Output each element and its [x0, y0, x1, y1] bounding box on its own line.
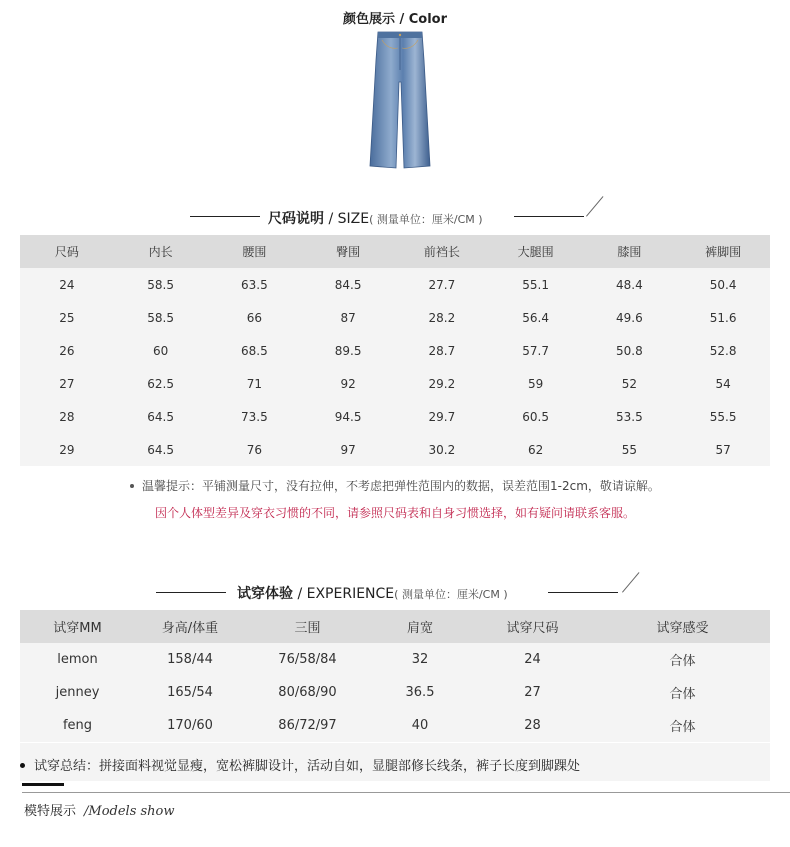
models-heading-divider	[22, 792, 790, 793]
size-cell: 50.8	[616, 343, 643, 358]
size-cell: 54	[715, 376, 731, 391]
experience-cell: feng	[62, 718, 93, 733]
size-cell: 51.6	[709, 310, 737, 325]
experience-header-cell: 三围	[245, 610, 370, 643]
size-heading-en: SIZE	[337, 211, 370, 227]
size-cell: 76	[246, 442, 263, 457]
size-cell: 29	[59, 442, 75, 457]
size-cell: 28.7	[428, 343, 456, 358]
size-cell: 26	[59, 343, 75, 358]
experience-heading-unit: ( 测量单位：厘米/CM )	[394, 588, 508, 601]
size-heading-cn: 尺码说明	[268, 211, 324, 227]
size-header-cell: 前裆长	[395, 235, 489, 268]
size-cell: 28	[59, 409, 75, 424]
color-section-title: 颜色展示 / Color	[342, 12, 448, 27]
experience-table-row	[20, 643, 770, 676]
size-header-cell: 腰围	[208, 235, 302, 268]
size-cell: 63.5	[241, 277, 268, 292]
experience-cell: 32	[411, 652, 429, 667]
experience-heading-sep: /	[293, 586, 307, 602]
experience-cell: 170/60	[167, 718, 213, 733]
experience-cell: 24	[524, 652, 541, 667]
size-cell: 27	[59, 376, 75, 391]
size-heading-slash	[586, 196, 603, 217]
size-table-header-row	[20, 235, 770, 268]
experience-cell: 86/72/97	[278, 718, 337, 733]
size-cell: 55	[621, 442, 638, 457]
size-cell: 29.7	[428, 409, 456, 424]
size-header-cell: 大腿围	[489, 235, 583, 268]
experience-cell: 76/58/84	[278, 652, 337, 667]
experience-heading-right-line	[548, 592, 618, 593]
size-cell: 50.4	[709, 277, 737, 292]
size-header-cell: 内长	[114, 235, 208, 268]
size-cell: 58.5	[147, 277, 174, 292]
experience-header-cell: 试穿感受	[595, 610, 770, 643]
size-advice-note: 因个人体型差异及穿衣习惯的不同，请参照尺码表和自身习惯选择，如有疑问请联系客服。	[154, 506, 635, 520]
size-table	[20, 235, 770, 466]
size-cell: 25	[59, 310, 75, 325]
size-cell: 56.4	[522, 310, 549, 325]
size-cell: 48.4	[616, 277, 643, 292]
size-cell: 29.2	[428, 376, 456, 391]
experience-table	[20, 610, 770, 742]
size-header-cell: 尺码	[20, 235, 114, 268]
size-cell: 94.5	[334, 409, 362, 424]
size-tip-text: 温馨提示：平铺测量尺寸，没有拉伸，不考虑把弹性范围内的数据，误差范围1-2cm，敬请谅解。	[142, 479, 660, 493]
experience-header-cell: 试穿MM	[20, 610, 135, 643]
size-heading-right-line	[514, 216, 584, 217]
experience-heading-cn: 试穿体验	[237, 586, 293, 602]
bullet-icon	[130, 484, 134, 488]
experience-summary-text: 试穿总结：拼接面料视觉显瘦，宽松裤脚设计，活动自如，显腿部修长线条，裤子长度到脚踝处	[34, 759, 581, 774]
experience-cell: 165/54	[167, 685, 213, 700]
models-heading-cn: 模特展示	[24, 804, 77, 819]
size-section-heading	[268, 208, 483, 228]
experience-cell: 27	[524, 685, 541, 700]
experience-cell: 合体	[669, 687, 696, 702]
experience-cell: 合体	[669, 654, 696, 669]
jeans-product-image	[364, 30, 436, 170]
experience-table-header-row	[20, 610, 770, 643]
size-table-row	[20, 334, 770, 367]
size-cell: 58.5	[147, 310, 174, 325]
size-tip-note	[130, 477, 660, 494]
size-header-cell: 裤脚围	[676, 235, 770, 268]
models-heading-en: /Models show	[84, 804, 175, 819]
size-cell: 68.5	[241, 343, 268, 358]
experience-header-cell: 试穿尺码	[470, 610, 595, 643]
size-cell: 87	[340, 310, 356, 325]
size-cell: 57	[715, 442, 731, 457]
experience-heading-en: EXPERIENCE	[306, 586, 395, 602]
models-section-heading	[24, 800, 175, 819]
size-table-row	[20, 433, 770, 466]
experience-cell: 28	[524, 718, 541, 733]
experience-heading-left-line	[156, 592, 226, 593]
size-cell: 66	[246, 310, 263, 325]
size-cell: 52.8	[709, 343, 737, 358]
experience-cell: 158/44	[167, 652, 213, 667]
experience-header-cell: 身高/体重	[135, 610, 245, 643]
size-cell: 59	[527, 376, 544, 391]
size-cell: 60.5	[522, 409, 549, 424]
size-cell: 53.5	[616, 409, 643, 424]
experience-cell: 40	[411, 718, 429, 733]
size-cell: 62.5	[147, 376, 174, 391]
size-cell: 55.1	[522, 277, 549, 292]
size-table-row	[20, 301, 770, 334]
experience-section-heading	[237, 583, 508, 603]
size-cell: 62	[527, 442, 544, 457]
size-table-row	[20, 268, 770, 301]
size-cell: 64.5	[147, 442, 174, 457]
size-cell: 73.5	[241, 409, 268, 424]
size-cell: 27.7	[428, 277, 456, 292]
experience-table-row	[20, 709, 770, 742]
experience-heading-slash	[622, 572, 639, 593]
size-cell: 30.2	[428, 442, 456, 457]
size-cell: 97	[340, 442, 356, 457]
experience-cell: jenney	[55, 685, 100, 700]
size-cell: 52	[621, 376, 638, 391]
experience-cell: 80/68/90	[278, 685, 337, 700]
size-cell: 71	[246, 376, 263, 391]
size-cell: 49.6	[616, 310, 643, 325]
size-heading-left-line	[190, 216, 260, 217]
size-cell: 24	[59, 277, 75, 292]
models-heading-accent-bar	[22, 783, 64, 786]
size-cell: 89.5	[334, 343, 362, 358]
experience-cell: 合体	[669, 720, 696, 735]
experience-table-row	[20, 676, 770, 709]
size-heading-sep: /	[324, 211, 338, 227]
size-header-cell: 臀围	[301, 235, 395, 268]
bullet-icon	[20, 763, 25, 768]
size-cell: 92	[340, 376, 356, 391]
size-cell: 28.2	[428, 310, 456, 325]
size-cell: 64.5	[147, 409, 174, 424]
size-cell: 60	[152, 343, 169, 358]
experience-header-cell: 肩宽	[370, 610, 470, 643]
experience-summary	[20, 755, 580, 774]
experience-cell: 36.5	[405, 685, 435, 700]
experience-cell: lemon	[57, 652, 98, 667]
size-cell: 57.7	[522, 343, 549, 358]
size-table-row	[20, 400, 770, 433]
size-header-cell: 膝围	[583, 235, 677, 268]
size-table-row	[20, 367, 770, 400]
size-cell: 55.5	[709, 409, 737, 424]
size-cell: 84.5	[334, 277, 362, 292]
size-heading-unit: ( 测量单位：厘米/CM )	[369, 213, 483, 226]
